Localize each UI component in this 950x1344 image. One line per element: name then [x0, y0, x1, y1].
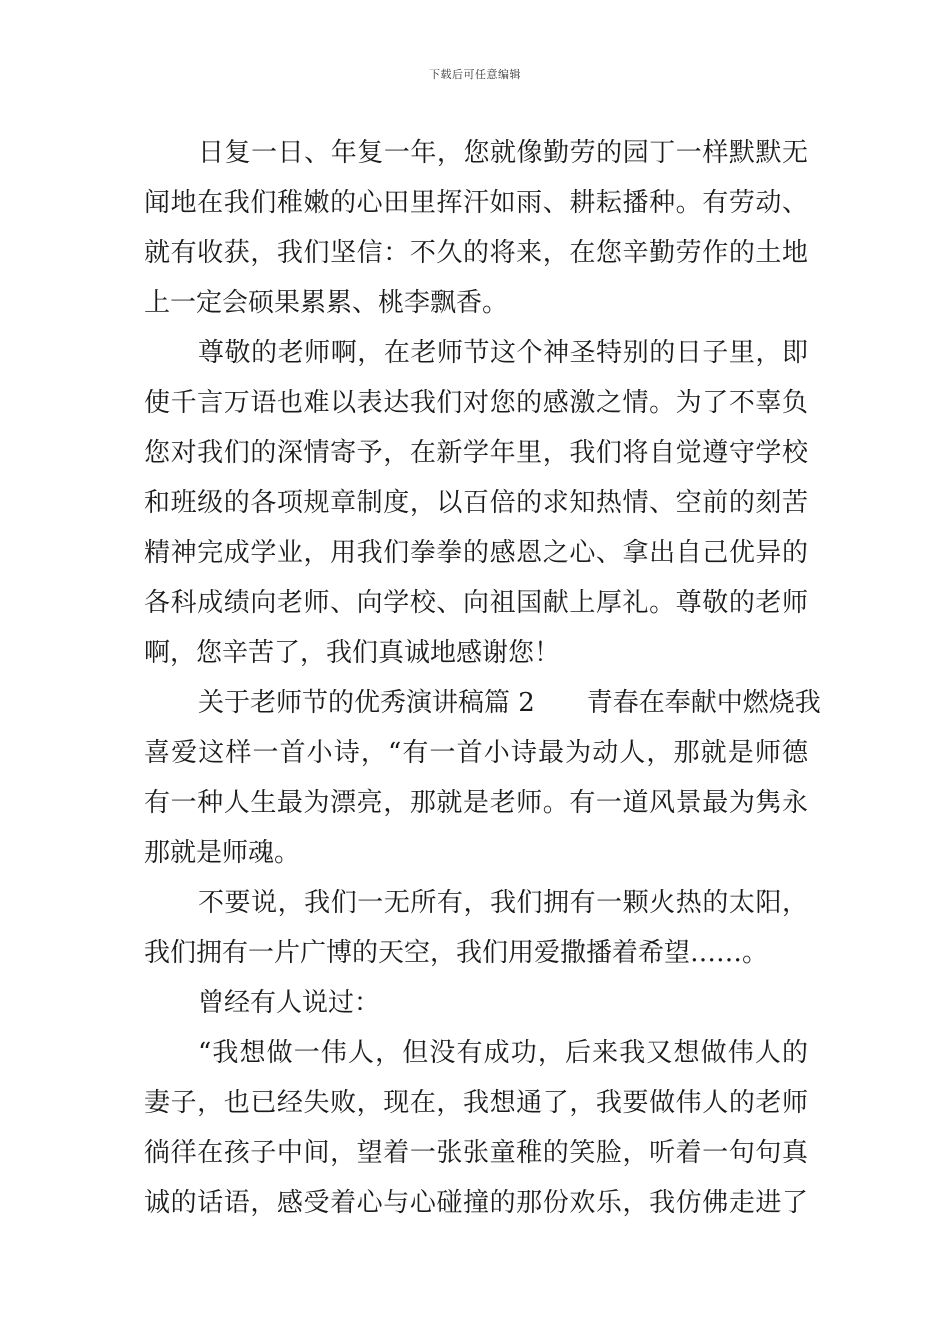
text-line: 曾经有人说过： [198, 988, 381, 1018]
text-line: 闻地在我们稚嫩的心田里挥汗如雨、耕耘播种。有劳动、 [144, 188, 808, 218]
text-line: 喜爱这样一首小诗，“有一首小诗最为动人，那就是师德 [144, 738, 808, 768]
text-line: 不要说，我们一无所有，我们拥有一颗火热的太阳， [198, 888, 808, 918]
page-header: 下载后可任意编辑 [429, 68, 521, 81]
text-line: 有一种人生最为漂亮，那就是老师。有一道风景最为隽永 [144, 788, 808, 818]
text-line: 各科成绩向老师、向学校、向祖国献上厚礼。尊敬的老师 [144, 588, 808, 618]
text-line: 精神完成学业，用我们拳拳的感恩之心、拿出自己优异的 [144, 538, 808, 568]
text-line: “我想做一伟人，但没有成功，后来我又想做伟人的 [198, 1038, 808, 1068]
text-line: 和班级的各项规章制度，以百倍的求知热情、空前的刻苦 [144, 488, 808, 518]
text-line: 徜徉在孩子中间，望着一张张童稚的笑脸，听着一句句真 [144, 1138, 808, 1168]
text-line: 诚的话语，感受着心与心碰撞的那份欢乐，我仿佛走进了 [144, 1188, 808, 1218]
text-line: 关于老师节的优秀演讲稿篇 2 青春在奉献中燃烧我 [198, 688, 821, 718]
text-line: 就有收获，我们坚信：不久的将来，在您辛勤劳作的土地 [144, 238, 808, 268]
text-line: 使千言万语也难以表达我们对您的感激之情。为了不辜负 [144, 388, 808, 418]
text-line: 上一定会硕果累累、桃李飘香。 [144, 288, 509, 318]
text-line: 日复一日、年复一年，您就像勤劳的园丁一样默默无 [198, 138, 808, 168]
text-line: 尊敬的老师啊，在老师节这个神圣特别的日子里，即 [198, 338, 808, 368]
text-line: 啊，您辛苦了，我们真诚地感谢您！ [144, 638, 561, 668]
document-body [144, 128, 821, 1228]
text-line: 您对我们的深情寄予，在新学年里，我们将自觉遵守学校 [144, 438, 808, 468]
text-line: 那就是师魂。 [144, 838, 301, 868]
text-line: 妻子，也已经失败，现在，我想通了，我要做伟人的老师 [144, 1088, 808, 1118]
text-line: 我们拥有一片广博的天空，我们用爱撒播着希望……。 [144, 938, 769, 968]
